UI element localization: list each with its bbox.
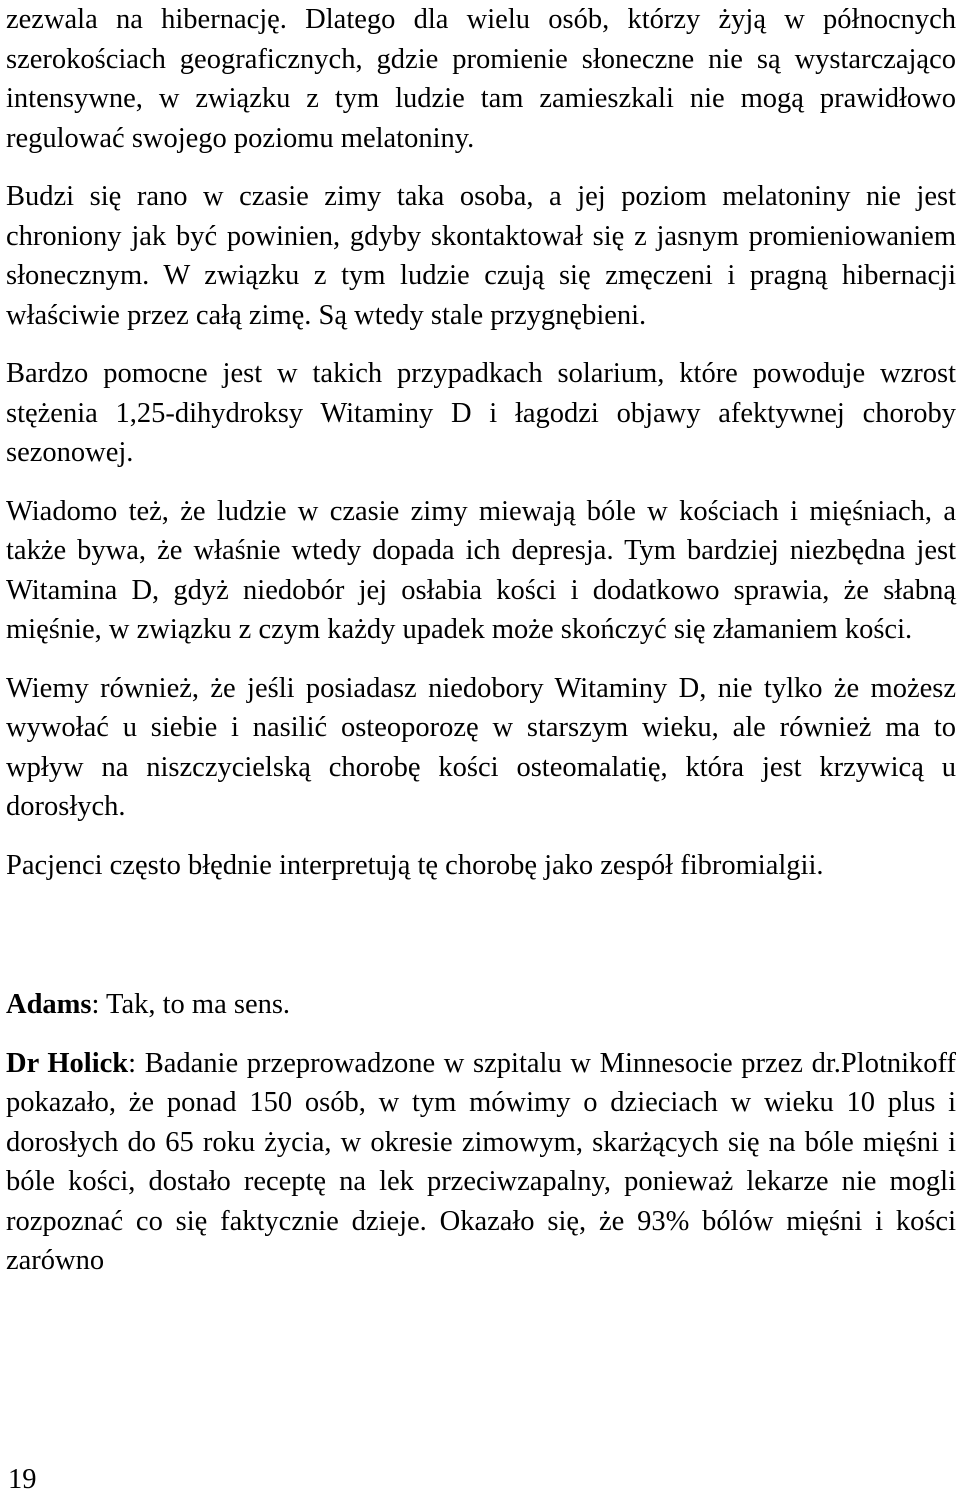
dialogue-text: : Badanie przeprowadzone w szpitalu w Minnesocie przez dr.Plotnikoff pokazało, że ponad 150 osób, w tym mówimy o dzieciach w wieku 10 plus i dorosłych do 65 roku życia, w okresie zimowym, skarżących się na bóle mięśni i bóle kości, dostało receptę na lek przeciwzapalny, ponieważ lekarze nie mogli rozpoznać co się faktycznie dzieje. Okazało się, że 93% bólów mięśni i kości zarówno <box>6 1047 956 1276</box>
paragraph-osteomalacia: Wiemy również, że jeśli posiadasz niedobory Witaminy D, nie tylko że możesz wywołać u siebie i nasilić osteoporozę w starszym wieku, ale również ma to wpływ na niszczycielską chorobę kości osteomalatię, która jest krzywicą u dorosłych. <box>6 672 956 822</box>
speaker-name: Adams <box>6 989 92 1020</box>
paragraph-hibernation: zezwala na hibernację. Dlatego dla wielu osób, którzy żyją w północnych szerokościach geograficznych, gdzie promienie słoneczne nie są wystarczająco intensywne, w związku z tym ludzie tam zamieszkali nie mogą prawidłowo regulować swojego poziomu melatoniny. <box>6 4 956 154</box>
dialogue-holick <box>6 1044 956 1281</box>
paragraph-fibromyalgia: Pacjenci często błędnie interpretują tę chorobę jako zespół fibromialgii. <box>6 849 824 881</box>
dialogue-text: : Tak, to ma sens. <box>91 989 291 1020</box>
paragraph-winter-morning: Budzi się rano w czasie zimy taka osoba, a jej poziom melatoniny nie jest chroniony jak być powinien, gdyby skontaktował się z jasnym promieniowaniem słonecznym. W związku z tym ludzie czują się zmęczeni i pragną hibernacji właściwie przez całą zimę. Są wtedy stale przygnębieni. <box>6 181 956 331</box>
paragraph-bone-pain: Wiadomo też, że ludzie w czasie zimy miewają bóle w kościach i mięśniach, a także bywa, że właśnie wtedy dopada ich depresja. Tym bardziej niezbędna jest Witamina D, gdyż niedobór jej osłabia kości i dodatkowo sprawia, że słabną mięśnie, w związku z czym każdy upadek może skończyć się złamaniem kości. <box>6 495 956 645</box>
dialogue-adams <box>6 985 956 1025</box>
page-number: 19 <box>8 1464 37 1495</box>
paragraph-solarium: Bardzo pomocne jest w takich przypadkach solarium, które powoduje wzrost stężenia 1,25-dihydroksy Witaminy D i łagodzi objawy afektywnej choroby sezonowej. <box>6 358 956 468</box>
speaker-name: Dr Holick <box>6 1047 129 1079</box>
document-page <box>6 0 956 1281</box>
